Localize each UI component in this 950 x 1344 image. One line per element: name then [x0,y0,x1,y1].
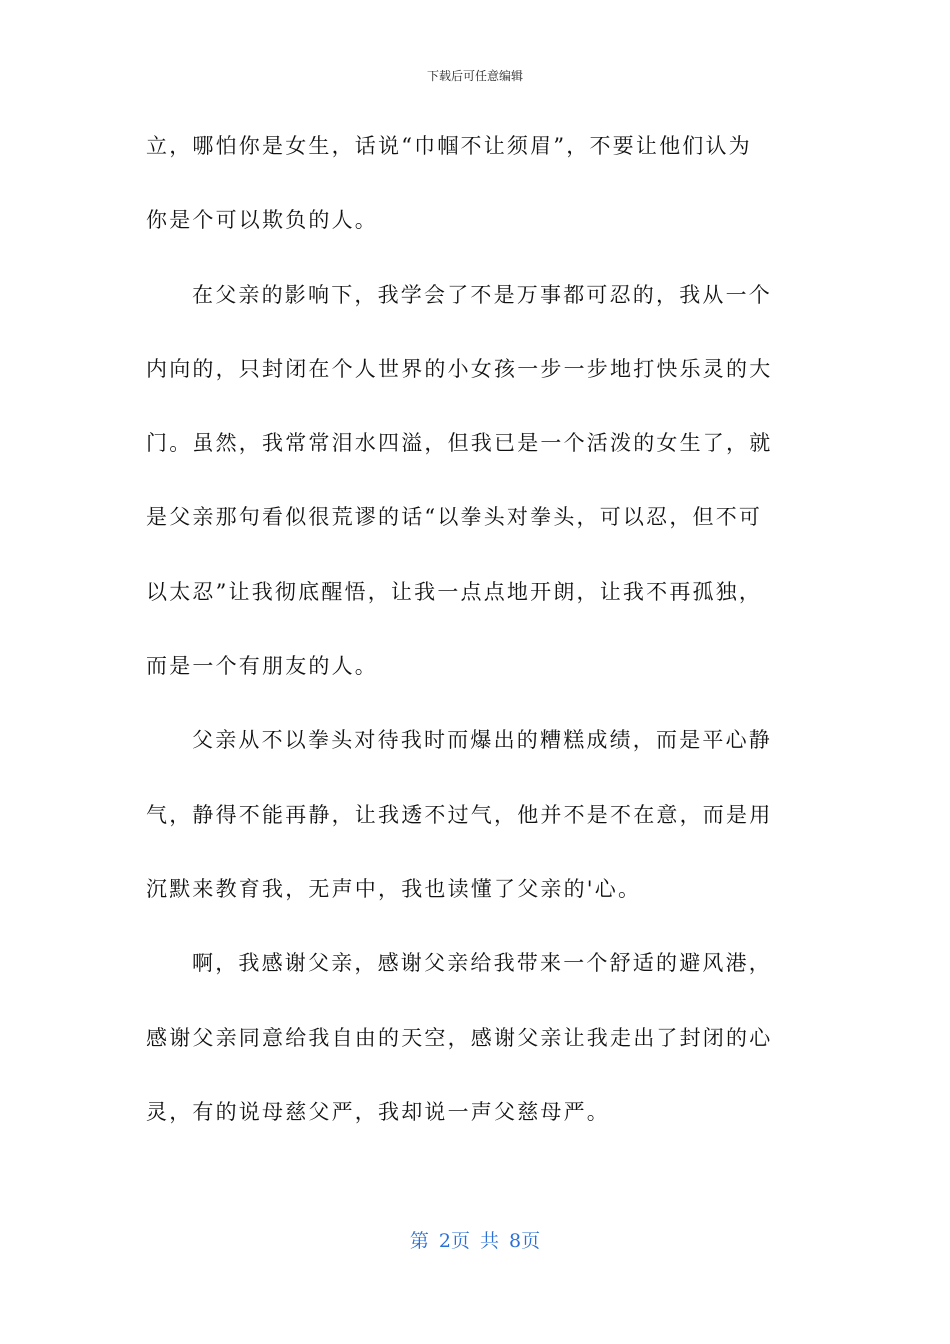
text-line: 在父亲的影响下，我学会了不是万事都可忍的，我从一个 [192,282,772,307]
text-line: 灵，有的说母慈父严，我却说一声父慈母严。 [146,1099,610,1124]
body-text [146,122,796,1162]
text-line: 而是一个有朋友的人。 [146,654,378,679]
text-line: 啊，我感谢父亲，感谢父亲给我带来一个舒适的避风港， [192,951,772,976]
text-line: 立，哪怕你是女生，话说“巾帼不让须眉”，不要让他们认为 [146,134,752,158]
page-number-footer: 第 2页 共 8页 [409,1230,541,1252]
text-line: 沉默来教育我，无声中，我也读懂了父亲的'心。 [146,876,642,901]
text-line: 以太忍”让我彻底醒悟，让我一点点地开朗，让我不再孤独， [146,579,763,604]
text-line: 气，静得不能再静，让我透不过气，他并不是不在意，而是用 [146,802,773,827]
text-line: 你是个可以欺负的人。 [146,208,378,233]
text-line: 父亲从不以拳头对待我时而爆出的糟糕成绩，而是平心静 [192,728,772,753]
text-line: 门。虽然，我常常泪水四溢，但我已是一个活泼的女生了，就 [146,431,773,456]
page-header: 下载后可任意编辑 [426,69,523,83]
text-line: 内向的，只封闭在个人世界的小女孩一步一步地打快乐灵的大 [146,356,773,381]
text-line: 是父亲那句看似很荒谬的话“以拳头对拳头，可以忍，但不可 [146,505,763,530]
text-line: 感谢父亲同意给我自由的天空，感谢父亲让我走出了封闭的心 [146,1025,773,1050]
